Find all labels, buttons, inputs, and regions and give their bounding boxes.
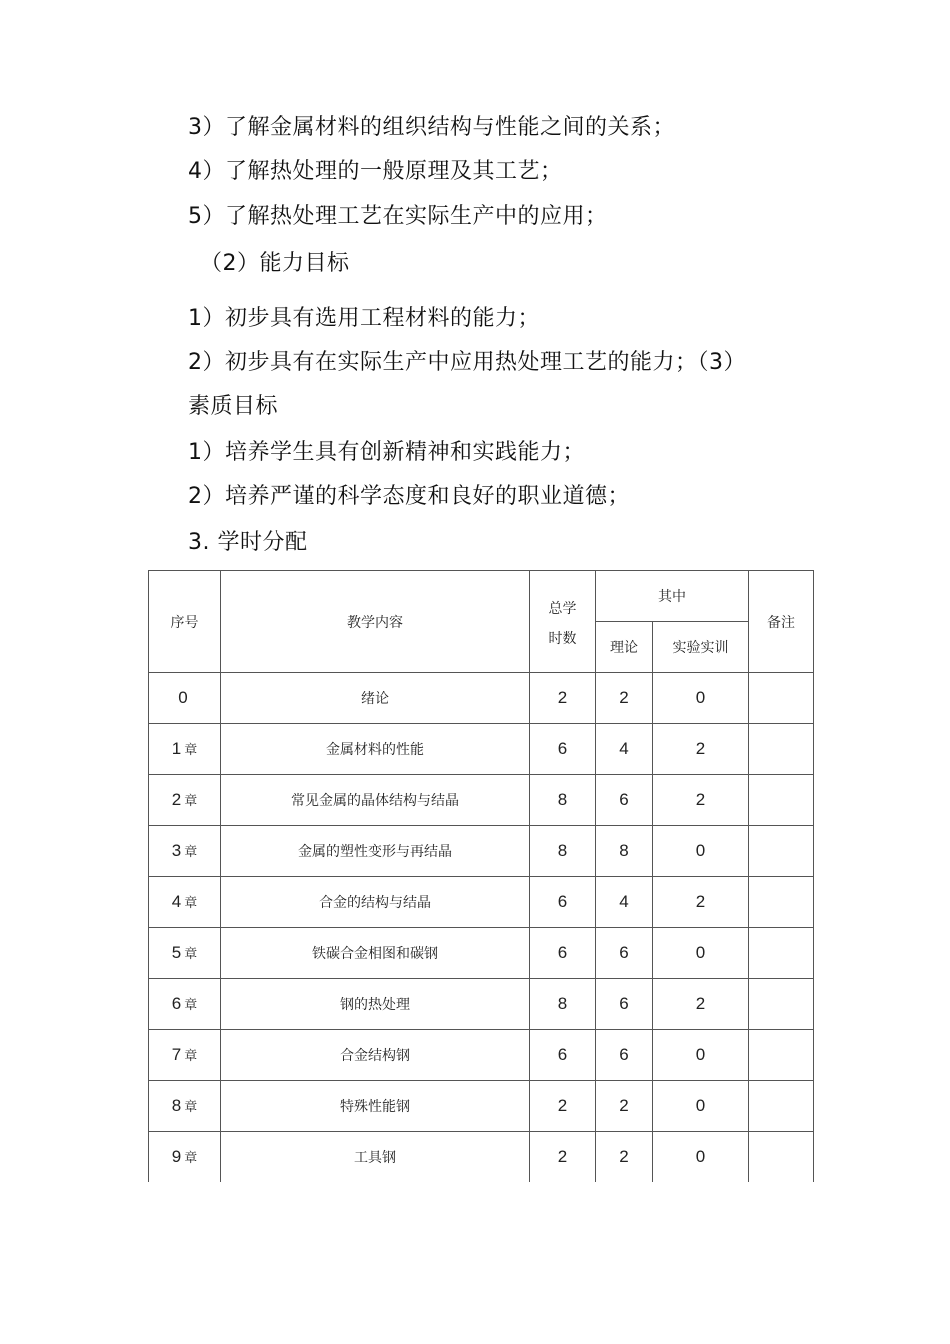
cell-practice: 0 <box>653 826 749 877</box>
table-row <box>149 1081 814 1132</box>
header-theory: 理论 <box>596 622 653 673</box>
cell-content: 常见金属的晶体结构与结晶 <box>221 775 530 826</box>
cell-seq: 2 章 <box>149 775 221 826</box>
quality-2: 2）培养严谨的科学态度和良好的职业道德； <box>188 484 630 509</box>
cell-practice: 2 <box>653 979 749 1030</box>
cell-total: 2 <box>530 1081 596 1132</box>
cell-seq: 9 章 <box>149 1132 221 1183</box>
cell-remarks <box>749 673 814 724</box>
header-total-hours <box>530 571 596 673</box>
cell-theory: 6 <box>596 775 653 826</box>
cell-total: 6 <box>530 928 596 979</box>
quality-1: 1）培养学生具有创新精神和实践能力； <box>188 440 585 465</box>
cell-remarks <box>749 979 814 1030</box>
cell-theory: 8 <box>596 826 653 877</box>
cell-practice: 2 <box>653 775 749 826</box>
cell-content: 钢的热处理 <box>221 979 530 1030</box>
table-row <box>149 724 814 775</box>
cell-seq: 4 章 <box>149 877 221 928</box>
cell-remarks <box>749 877 814 928</box>
header-of-which: 其中 <box>596 571 749 622</box>
cell-remarks <box>749 1081 814 1132</box>
cell-seq: 6 章 <box>149 979 221 1030</box>
table-row <box>149 775 814 826</box>
table-row <box>149 1132 814 1183</box>
cell-practice: 0 <box>653 673 749 724</box>
cell-total: 6 <box>530 724 596 775</box>
cell-content: 合金的结构与结晶 <box>221 877 530 928</box>
cell-seq: 8 章 <box>149 1081 221 1132</box>
header-content: 教学内容 <box>221 571 530 673</box>
ability-goal-heading: （2）能力目标 <box>200 251 350 276</box>
cell-seq: 0 <box>149 673 221 724</box>
cell-total: 2 <box>530 1132 596 1183</box>
cell-practice: 2 <box>653 724 749 775</box>
table-row <box>149 928 814 979</box>
cell-seq: 3 章 <box>149 826 221 877</box>
header-practice: 实验实训 <box>653 622 749 673</box>
cell-total: 8 <box>530 826 596 877</box>
cell-theory: 6 <box>596 1030 653 1081</box>
cell-content: 铁碳合金相图和碳钢 <box>221 928 530 979</box>
cell-content: 特殊性能钢 <box>221 1081 530 1132</box>
cell-content: 合金结构钢 <box>221 1030 530 1081</box>
cell-total: 2 <box>530 673 596 724</box>
cell-remarks <box>749 1030 814 1081</box>
objective-5: 5）了解热处理工艺在实际生产中的应用； <box>188 204 608 229</box>
cell-content: 绪论 <box>221 673 530 724</box>
table-row <box>149 673 814 724</box>
ability-1: 1）初步具有选用工程材料的能力； <box>188 306 540 331</box>
cell-practice: 0 <box>653 1081 749 1132</box>
cell-practice: 0 <box>653 1030 749 1081</box>
cell-theory: 2 <box>596 1132 653 1183</box>
objective-4: 4）了解热处理的一般原理及其工艺； <box>188 159 563 184</box>
cell-theory: 4 <box>596 724 653 775</box>
cell-total: 8 <box>530 979 596 1030</box>
table-row <box>149 979 814 1030</box>
cell-total: 8 <box>530 775 596 826</box>
cell-total: 6 <box>530 877 596 928</box>
objective-3: 3）了解金属材料的组织结构与性能之间的关系； <box>188 115 675 140</box>
table-row <box>149 826 814 877</box>
cell-remarks <box>749 775 814 826</box>
cell-seq: 1 章 <box>149 724 221 775</box>
cell-remarks <box>749 1132 814 1183</box>
ability-2: 2）初步具有在实际生产中应用热处理工艺的能力；（3） <box>188 350 746 375</box>
cell-remarks <box>749 724 814 775</box>
cell-theory: 2 <box>596 1081 653 1132</box>
cell-content: 工具钢 <box>221 1132 530 1183</box>
hours-allocation-table <box>148 570 814 1182</box>
section-hours-heading: 3. 学时分配 <box>188 530 308 555</box>
cell-total: 6 <box>530 1030 596 1081</box>
table-row <box>149 877 814 928</box>
header-total-bottom: 时数 <box>548 630 577 647</box>
cell-seq: 7 章 <box>149 1030 221 1081</box>
cell-remarks <box>749 826 814 877</box>
table-row <box>149 1030 814 1081</box>
quality-goal-heading: 素质目标 <box>188 394 279 419</box>
cell-practice: 0 <box>653 1132 749 1183</box>
cell-seq: 5 章 <box>149 928 221 979</box>
header-remarks: 备注 <box>749 571 814 673</box>
cell-content: 金属材料的性能 <box>221 724 530 775</box>
cell-practice: 2 <box>653 877 749 928</box>
header-total-top: 总学 <box>548 600 577 617</box>
cell-theory: 6 <box>596 979 653 1030</box>
header-seq: 序号 <box>149 571 221 673</box>
cell-theory: 2 <box>596 673 653 724</box>
cell-theory: 6 <box>596 928 653 979</box>
cell-content: 金属的塑性变形与再结晶 <box>221 826 530 877</box>
cell-theory: 4 <box>596 877 653 928</box>
cell-remarks <box>749 928 814 979</box>
cell-practice: 0 <box>653 928 749 979</box>
